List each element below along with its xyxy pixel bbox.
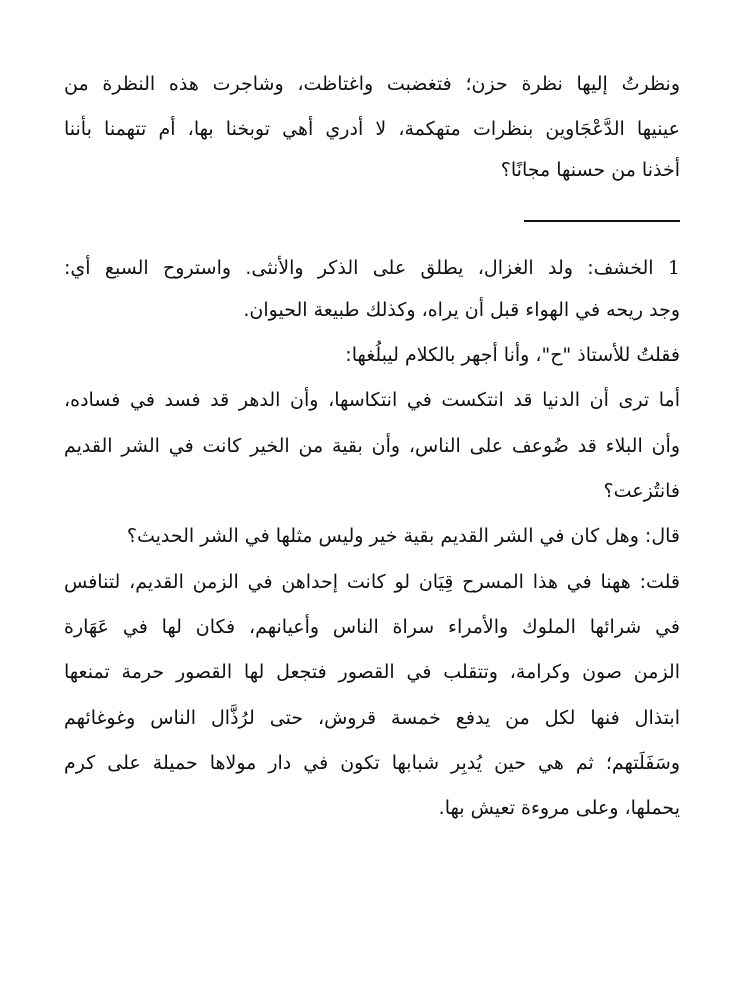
dialogue-line: قلت: ههنا في هذا المسرح قِيَان لو كانت إحداهن في الزمن القديم، لتنافس (64, 571, 680, 593)
dialogue-line: وسَفَلَتهم؛ ثم هي حين يُدبِر شبابها تكون في دار مولاها حميلة على كرم (64, 752, 680, 774)
dialogue-line: فانتُزعت؟ (603, 480, 680, 502)
dialogue-line: ابتذال فنها لكل من يدفع خمسة قروش، حتى لرُذَّال الناس وغوغائهم (64, 707, 680, 729)
footnote-line: وجد ريحه في الهواء قبل أن يراه، وكذلك طبيعة الحيوان. (243, 299, 680, 321)
footnote-line (64, 256, 680, 280)
main-text-line: ونظرتُ إليها نظرة حزن؛ فتغضبت واغتاظت، وشاجرت هذه النظرة من (64, 73, 680, 95)
dialogue-line: يحملها، وعلى مروءة تعيش بها. (438, 797, 680, 819)
footnote-text: الخشف: ولد الغزال، يطلق على الذكر والأنثى. واستروح السبع أي: (64, 257, 654, 279)
dialogue-line: في شرائها الملوك والأمراء سراة الناس وأعيانهم، فكان لها في عَهَارة (64, 616, 680, 638)
footnote-number: 1 (667, 257, 680, 279)
dialogue-line: الزمن صون وكرامة، وتتقلب في القصور فتجعل لها القصور حرمة تمنعها (64, 661, 680, 683)
footnote-separator (524, 220, 680, 222)
main-text-line: أخذنا من حسنها مجانًا؟ (500, 159, 680, 181)
dialogue-line: أما ترى أن الدنيا قد انتكست في انتكاسها، وأن الدهر قد فسد في فساده، (64, 389, 680, 411)
dialogue-line: فقلتُ للأستاذ "ح"، وأنا أجهر بالكلام ليبلُغها: (345, 344, 680, 366)
dialogue-line: وأن البلاء قد ضُوعف على الناس، وأن بقية من الخير كانت في الشر القديم (64, 435, 680, 457)
dialogue-line: قال: وهل كان في الشر القديم بقية خير وليس مثلها في الشر الحديث؟ (126, 525, 680, 547)
main-text-line: عينيها الدَّعْجَاوين بنظرات متهكمة، لا أدري أهي توبخنا بها، أم تتهمنا بأننا (64, 118, 680, 140)
